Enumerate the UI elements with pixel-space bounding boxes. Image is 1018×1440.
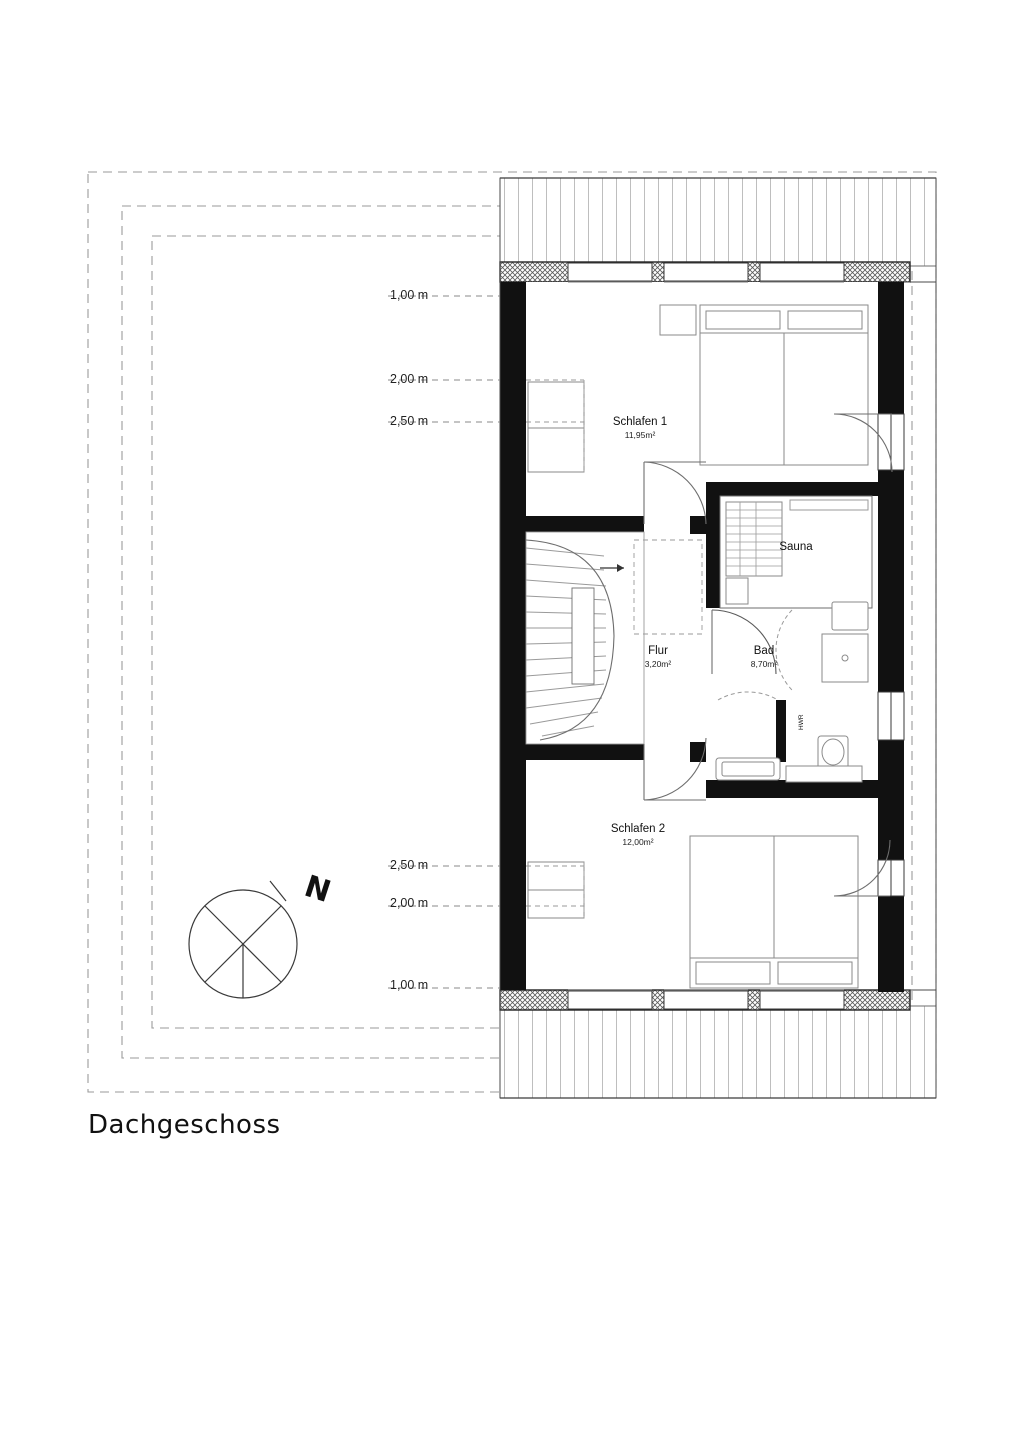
hwr-label: HWR — [798, 714, 805, 730]
dimension-label-top-3: 2,50 m — [390, 414, 429, 428]
bathroom-fixtures — [716, 602, 868, 782]
north-indicator: N — [300, 868, 335, 911]
furniture-bedroom-2 — [528, 836, 858, 988]
room-name: Schlafen 1 — [612, 416, 668, 428]
roof-hatch-top — [500, 178, 936, 266]
exterior-wall-top — [500, 262, 910, 290]
compass-rose — [189, 881, 297, 998]
dimension-label-bottom-1: 2,50 m — [390, 858, 429, 872]
staircase — [526, 532, 702, 744]
room-area: 8,70m² — [750, 659, 778, 670]
dimension-label-top-1: 1,00 m — [390, 288, 429, 302]
room-label-schlafen-2 — [558, 822, 718, 848]
page-title: Dachgeschoss — [88, 1110, 281, 1140]
room-area: 3,20m² — [644, 659, 672, 670]
room-area: 12,00m² — [622, 837, 654, 848]
room-label-flur — [608, 644, 708, 670]
dimension-lines — [388, 296, 500, 988]
room-name: Schlafen 2 — [610, 823, 666, 835]
room-label-schlafen-1 — [560, 415, 720, 441]
room-label-sauna — [746, 540, 846, 555]
room-name: Bad — [753, 645, 775, 657]
roof-hatch-bottom — [500, 1006, 936, 1098]
room-name: Sauna — [779, 541, 813, 553]
room-label-bad — [714, 644, 814, 670]
furniture-bedroom-1 — [528, 305, 868, 472]
dimension-label-bottom-3: 1,00 m — [390, 978, 429, 992]
dimension-label-top-2: 2,00 m — [390, 372, 429, 386]
dimension-label-bottom-2: 2,00 m — [390, 896, 429, 910]
exterior-wall-bottom — [500, 990, 910, 1010]
room-area: 11,95m² — [624, 430, 656, 441]
room-name: Flur — [648, 645, 668, 657]
